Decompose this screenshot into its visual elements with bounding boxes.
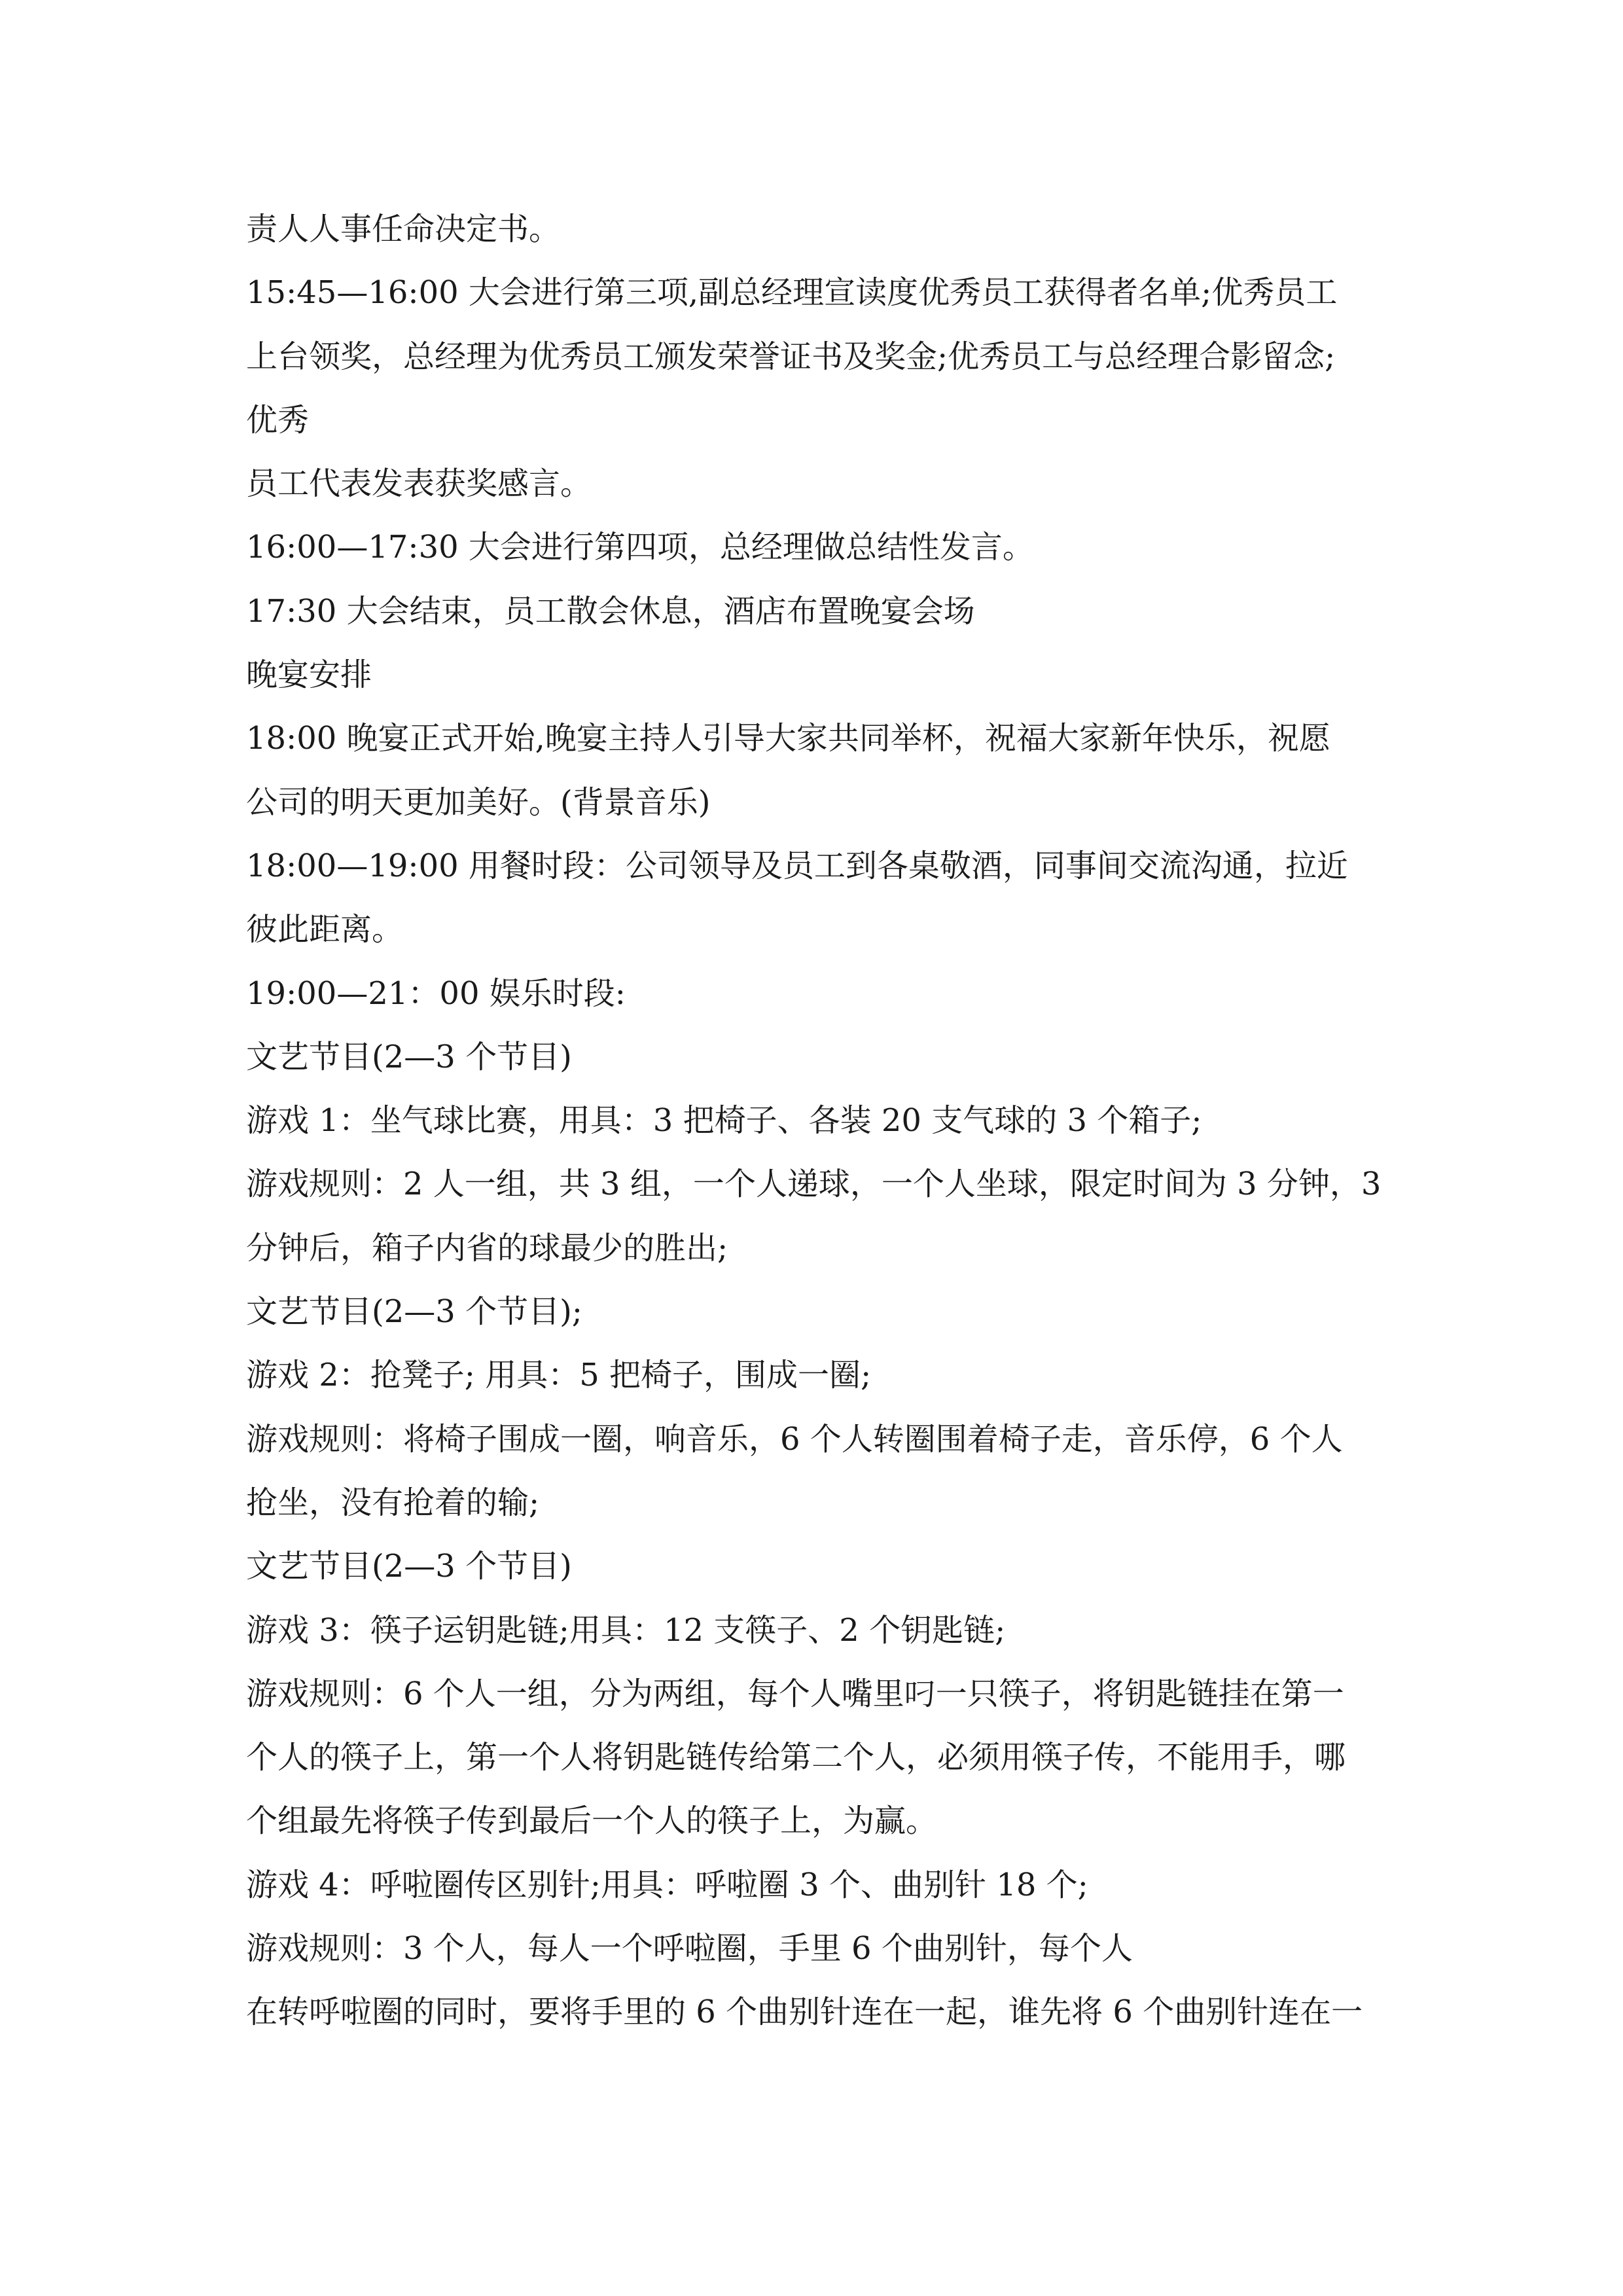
text-line: 18:00—19:00 用餐时段：公司领导及员工到各桌敬酒，同事间交流沟通，拉近: [246, 847, 1348, 884]
text-line: 游戏规则：将椅子围成一圈，响音乐，6 个人转圈围着椅子走，音乐停，6 个人: [246, 1420, 1343, 1458]
text-line: 游戏 4：呼啦圈传区别针;用具：呼啦圈 3 个、曲别针 18 个;: [246, 1866, 1088, 1903]
text-line: 彼此距离。: [246, 911, 404, 948]
text-line: 优秀: [246, 401, 310, 439]
text-line: 分钟后，箱子内省的球最少的胜出;: [246, 1229, 728, 1266]
text-line: 上台领奖，总经理为优秀员工颁发荣誉证书及奖金;优秀员工与总经理合影留念;: [246, 338, 1336, 375]
text-line: 责人人事任命决定书。: [246, 211, 561, 247]
text-line: 游戏 1：坐气球比赛，用具：3 把椅子、各装 20 支气球的 3 个箱子;: [246, 1102, 1202, 1139]
text-line: 19:00—21：00 娱乐时段:: [246, 975, 626, 1012]
text-line: 员工代表发表获奖感言。: [246, 465, 592, 503]
text-line: 游戏规则：3 个人，每人一个呼啦圈，手里 6 个曲别针，每个人: [246, 1930, 1133, 1967]
text-line: 游戏 3：筷子运钥匙链;用具：12 支筷子、2 个钥匙链;: [246, 1611, 1006, 1649]
text-line: 游戏 2：抢凳子; 用具：5 把椅子，围成一圈;: [246, 1357, 872, 1394]
text-line: 游戏规则：2 人一组，共 3 组，一个人递球，一个人坐球，限定时间为 3 分钟，3: [246, 1166, 1382, 1203]
text-line: 个人的筷子上，第一个人将钥匙链传给第二个人，必须用筷子传，不能用手，哪: [246, 1739, 1346, 1776]
text-line: 17:30 大会结束，员工散会休息，酒店布置晚宴会场: [246, 592, 975, 630]
text-line: 个组最先将筷子传到最后一个人的筷子上，为赢。: [246, 1803, 938, 1840]
text-line: 文艺节目(2—3 个节目): [246, 1548, 572, 1585]
text-line: 15:45—16:00 大会进行第三项,副总经理宣读度优秀员工获得者名单;优秀员工: [246, 274, 1338, 312]
text-line: 游戏规则：6 个人一组，分为两组，每个人嘴里叼一只筷子，将钥匙链挂在第一: [246, 1675, 1344, 1712]
text-line: 文艺节目(2—3 个节目): [246, 1038, 572, 1075]
text-line: 公司的明天更加美好。(背景音乐): [246, 783, 711, 821]
text-line: 抢坐，没有抢着的输;: [246, 1484, 540, 1521]
text-line: 18:00 晚宴正式开始,晚宴主持人引导大家共同举杯，祝福大家新年快乐，祝愿: [246, 720, 1330, 757]
section-heading: 晚宴安排: [246, 656, 372, 694]
text-line: 文艺节目(2—3 个节目);: [246, 1293, 582, 1331]
document-body: [246, 198, 1418, 2045]
text-line: 16:00—17:30 大会进行第四项，总经理做总结性发言。: [246, 529, 1034, 566]
text-line: 在转呼啦圈的同时，要将手里的 6 个曲别针连在一起，谁先将 6 个曲别针连在一: [246, 1994, 1363, 2031]
